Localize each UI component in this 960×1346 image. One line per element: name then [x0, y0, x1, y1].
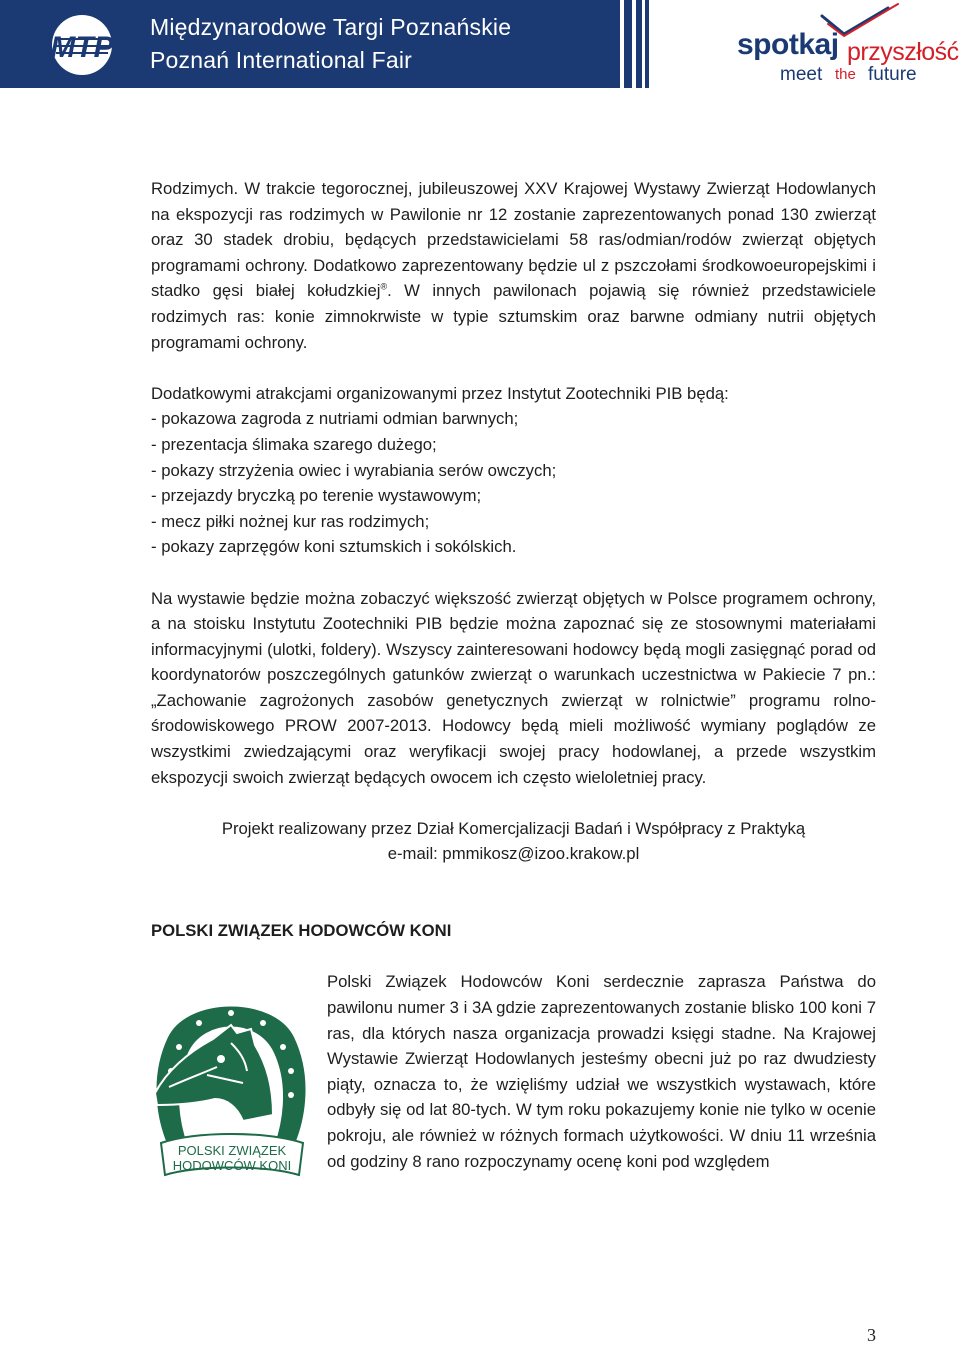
project-line: Projekt realizowany przez Dział Komercjalizacji Badań i Współpracy z Praktyką: [221, 818, 806, 838]
pzhk-logo-text-1: POLSKI ZWIĄZEK: [177, 1143, 287, 1159]
project-email: e-mail: pmmikosz@izoo.krakow.pl: [387, 844, 640, 864]
list-item: - prezentacja ślimaka szarego dużego;: [151, 434, 437, 454]
banner-title-en: Poznań International Fair: [150, 47, 412, 73]
list-item: - przejazdy bryczką po terenie wystawowym;: [151, 486, 482, 506]
list-item: - pokazy strzyżenia owiec i wyrabiania serów owczych;: [151, 460, 557, 480]
list-item: - mecz piłki nożnej kur ras rodzimych;: [151, 511, 430, 531]
pzhk-section: [151, 969, 876, 1174]
mtp-logo-icon: [50, 13, 114, 77]
banner-stripes: [610, 0, 650, 88]
header-banner: [0, 0, 610, 88]
slogan-word-przyszlosc: przyszłość: [847, 38, 959, 66]
list-item: - pokazy zaprzęgów koni sztumskich i sokólskich.: [151, 537, 517, 557]
pzhk-logo-text-2: HODOWCÓW KONI: [172, 1158, 292, 1174]
paragraph-rodzime-rasy: [151, 176, 876, 355]
slogan-sub-future: future: [868, 64, 917, 85]
attractions-intro: Dodatkowymi atrakcjami organizowanymi przez Instytut Zootechniki PIB będą:: [151, 383, 729, 403]
paragraph-pzhk: Polski Związek Hodowców Koni serdecznie zaprasza Państwa do pawilonu numer 3 i 3A gdzie zaprezentowanych zostanie blisko 100 koni 7 ras, dla których nasza organizacja prowadzi księgi stadne. Na Krajowej Wystawie Zwierząt Hodowlanych jesteśmy obecni już po raz dwudziesty piąty, oznacza to, że wzięliśmy udział we wszystkich wystawach, które odbyły się od lat 80-tych. W tym roku pokazujemy konie nie tylko w ocenie pokroju, ale również w różnych formach użytkowości. W dniu 11 września od godziny 8 rano rozpoczynamy ocenę koni pod względem: [327, 972, 876, 1171]
slogan-sub-the: the: [835, 66, 856, 83]
registered-mark: ®: [380, 281, 388, 292]
section-title-pzhk: POLSKI ZWIĄZEK HODOWCÓW KONI: [151, 921, 452, 941]
list-item: - pokazowa zagroda z nutriami odmian barwnych;: [151, 409, 519, 429]
paragraph1-part1: Rodzimych. W trakcie tegorocznej, jubileuszowej XXV Krajowej Wystawy Zwierząt Hodowlanych na ekspozycji ras rodzimych w Pawilonie nr 12 zostanie zaprezentowanych ponad 130 zwierząt oraz 30 stadek drobiu, będących przedstawicielami 58 ras/odmian/rodów zwierząt objętych programami ochrony. Dodatkowo zaprezentowany będzie ul z pszczołami środkowoeuropejskimi i stadko gęsi białej kołudzkiej: [151, 179, 876, 301]
slogan-word-spotkaj: spotkaj: [737, 28, 839, 61]
page-number: 3: [867, 1325, 876, 1345]
mtp-logo-text: MTP: [50, 31, 114, 64]
paragraph-wystawa: Na wystawie będzie można zobaczyć większość zwierząt objętych w Polsce programem ochrony, a na stoisku Instytutu Zootechniki PIB będzie można zapoznać się ze stosownymi materiałami informacyjnymi (ulotki, foldery). Wszyscy zainteresowani hodowcy będą mogli zasięgnąć porad od koordynatorów poszczególnych gatunków zwierząt o warunkach uczestnictwa w Pakiecie 7 pn.: „Zachowanie zagrożonych zasobów genetycznych zwierząt w rolnictwie” programu rolno-środowiskowego PROW 2007-2013. Hodowcy będą mieli możliwość wymiany poglądów ze wszystkimi zwiedzającymi oraz weryfikacji swojej pracy hodowlanej, a przede wszystkim ekspozycji swoich zwierząt będących owocem ich często wieloletniej pracy.: [151, 588, 876, 787]
slogan-sub-meet: meet: [780, 64, 823, 85]
document-body: [151, 176, 876, 1180]
horseshoe-horse-logo-icon: [147, 975, 315, 1180]
banner-title-pl: Międzynarodowe Targi Poznańskie: [150, 14, 512, 40]
paragraph1-part2: . W innych pawilonach pojawią się również przedstawiciele rodzimych ras: konie zimnokrwiste w typie sztumskim oraz barwne odmiany nutrii objętych programami ochrony.: [151, 281, 876, 352]
